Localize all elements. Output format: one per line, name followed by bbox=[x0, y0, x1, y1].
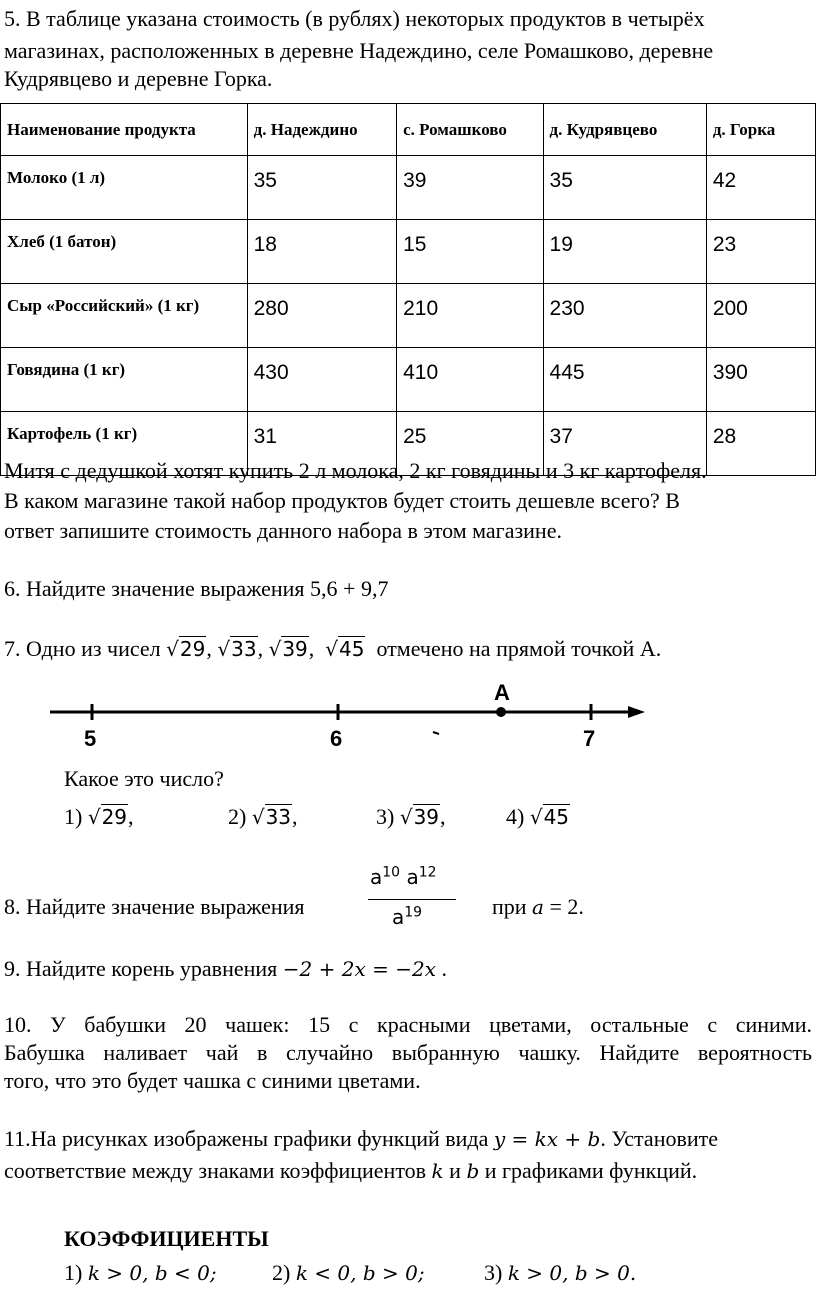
price-cell: 25 bbox=[397, 412, 543, 476]
q5-text-line-2: магазинах, расположенных в деревне Надеждино, селе Ромашково, деревне bbox=[4, 38, 714, 63]
arrow-right-icon bbox=[628, 706, 645, 718]
q5-after-line-2: В каком магазине такой набор продуктов будет стоить дешевле всего? В bbox=[4, 488, 680, 513]
product-name: Хлеб (1 батон) bbox=[1, 220, 248, 284]
sqrt-45: √45 bbox=[529, 805, 570, 829]
table-row bbox=[1, 156, 816, 220]
fraction-bar bbox=[368, 899, 456, 900]
price-cell: 19 bbox=[543, 220, 706, 284]
price-cell: 430 bbox=[247, 348, 397, 412]
price-cell: 35 bbox=[247, 156, 397, 220]
price-cell: 35 bbox=[543, 156, 706, 220]
q8-suffix: при a = 2. bbox=[492, 894, 584, 919]
sqrt-29: √29 bbox=[166, 637, 206, 661]
price-table-wrap bbox=[0, 103, 816, 448]
q10-line-3: того, что это будет чашка с синими цветами. bbox=[4, 1068, 421, 1093]
sqrt-33: √33 bbox=[251, 805, 292, 829]
q11-line-1: 11.На рисунках изображены графики функций вида y = kx + b. Установите bbox=[4, 1126, 719, 1151]
sqrt-39: √39 bbox=[268, 637, 308, 661]
q11-formula: y = kx + b bbox=[493, 1127, 601, 1151]
q9-equation: −2 + 2x = −2x bbox=[282, 957, 436, 981]
coef-option-2: 2) k < 0, b > 0; bbox=[272, 1260, 425, 1285]
q7-text: 7. Одно из чисел √29, √33, √39, √45 отмечено на прямой точкой А. bbox=[4, 636, 662, 661]
table-header-cell: д. Надеждино bbox=[247, 104, 397, 156]
price-cell: 28 bbox=[706, 412, 815, 476]
price-cell: 390 bbox=[706, 348, 815, 412]
table-row bbox=[1, 220, 816, 284]
q7-option-2: 2) √33, bbox=[228, 804, 298, 829]
q11-line-2: соответствие между знаками коэффициентов k и b и графиками функций. bbox=[4, 1158, 698, 1183]
q7-suffix: отмечено на прямой точкой А. bbox=[376, 636, 662, 661]
price-cell: 230 bbox=[543, 284, 706, 348]
q5-after-line-1: Митя с дедушкой хотят купить 2 л молока, 2 кг говядины и 3 кг картофеля. bbox=[4, 458, 707, 483]
price-cell: 18 bbox=[247, 220, 397, 284]
q7-prefix: 7. Одно из чисел bbox=[4, 636, 161, 661]
q10-line-2: Бабушка наливает чай в случайно выбранную чашку. Найдите вероятность bbox=[4, 1040, 812, 1065]
price-cell: 410 bbox=[397, 348, 543, 412]
product-name: Картофель (1 кг) bbox=[1, 412, 248, 476]
sqrt-45: √45 bbox=[325, 637, 365, 661]
q7-option-3: 3) √39, bbox=[376, 804, 446, 829]
tick-label-6: 6 bbox=[330, 726, 343, 751]
price-table bbox=[0, 103, 816, 476]
q5-after-line-3: ответ запишите стоимость данного набора в этом магазине. bbox=[4, 518, 562, 543]
sqrt-33: √33 bbox=[217, 637, 257, 661]
product-name: Говядина (1 кг) bbox=[1, 348, 248, 412]
q6-text: 6. Найдите значение выражения 5,6 + 9,7 bbox=[4, 576, 389, 601]
q5-text-line-3: Кудрявцево и деревне Горка. bbox=[4, 66, 273, 91]
q5-text-line-1: 5. В таблице указана стоимость (в рублях) некоторых продуктов в четырёх bbox=[4, 6, 705, 31]
price-cell: 23 bbox=[706, 220, 815, 284]
price-cell: 39 bbox=[397, 156, 543, 220]
price-cell: 280 bbox=[247, 284, 397, 348]
table-header-cell: с. Ромашково bbox=[397, 104, 543, 156]
price-cell: 15 bbox=[397, 220, 543, 284]
table-row bbox=[1, 284, 816, 348]
tick-label-5: 5 bbox=[84, 726, 97, 751]
q7-option-4: 4) √45 bbox=[506, 804, 570, 829]
price-cell: 42 bbox=[706, 156, 815, 220]
point-a bbox=[496, 707, 506, 717]
scan-mark bbox=[433, 732, 439, 734]
table-row bbox=[1, 348, 816, 412]
price-cell: 200 bbox=[706, 284, 815, 348]
table-header-cell: Наименование продукта bbox=[1, 104, 248, 156]
table-header-cell: д. Горка bbox=[706, 104, 815, 156]
table-header-cell: д. Кудрявцево bbox=[543, 104, 706, 156]
sqrt-39: √39 bbox=[399, 805, 440, 829]
coef-option-1: 1) k > 0, b < 0; bbox=[64, 1260, 217, 1285]
price-cell: 445 bbox=[543, 348, 706, 412]
product-name: Сыр «Российский» (1 кг) bbox=[1, 284, 248, 348]
q10-line-1: 10. У бабушки 20 чашек: 15 с красными цветами, остальные с синими. bbox=[4, 1012, 812, 1037]
price-cell: 37 bbox=[543, 412, 706, 476]
coef-title: КОЭФФИЦИЕНТЫ bbox=[64, 1226, 269, 1251]
sqrt-29: √29 bbox=[87, 805, 128, 829]
table-header-row bbox=[1, 104, 816, 156]
tick-label-7: 7 bbox=[583, 726, 596, 751]
q9-text: 9. Найдите корень уравнения −2 + 2x = −2x . bbox=[4, 956, 447, 981]
coef-option-3: 3) k > 0, b > 0. bbox=[484, 1260, 637, 1285]
q7-option-1: 1) √29, bbox=[64, 804, 134, 829]
product-name: Молоко (1 л) bbox=[1, 156, 248, 220]
q8-denominator: $a^{19}$ bbox=[392, 904, 423, 929]
number-line bbox=[50, 680, 660, 750]
price-cell: 210 bbox=[397, 284, 543, 348]
q7-question: Какое это число? bbox=[64, 766, 224, 791]
q8-numerator: $a^{10}$ $a^{12}$ bbox=[370, 864, 437, 889]
point-a-label: A bbox=[494, 680, 510, 705]
price-cell: 31 bbox=[247, 412, 397, 476]
q8-prefix: 8. Найдите значение выражения bbox=[4, 894, 305, 919]
